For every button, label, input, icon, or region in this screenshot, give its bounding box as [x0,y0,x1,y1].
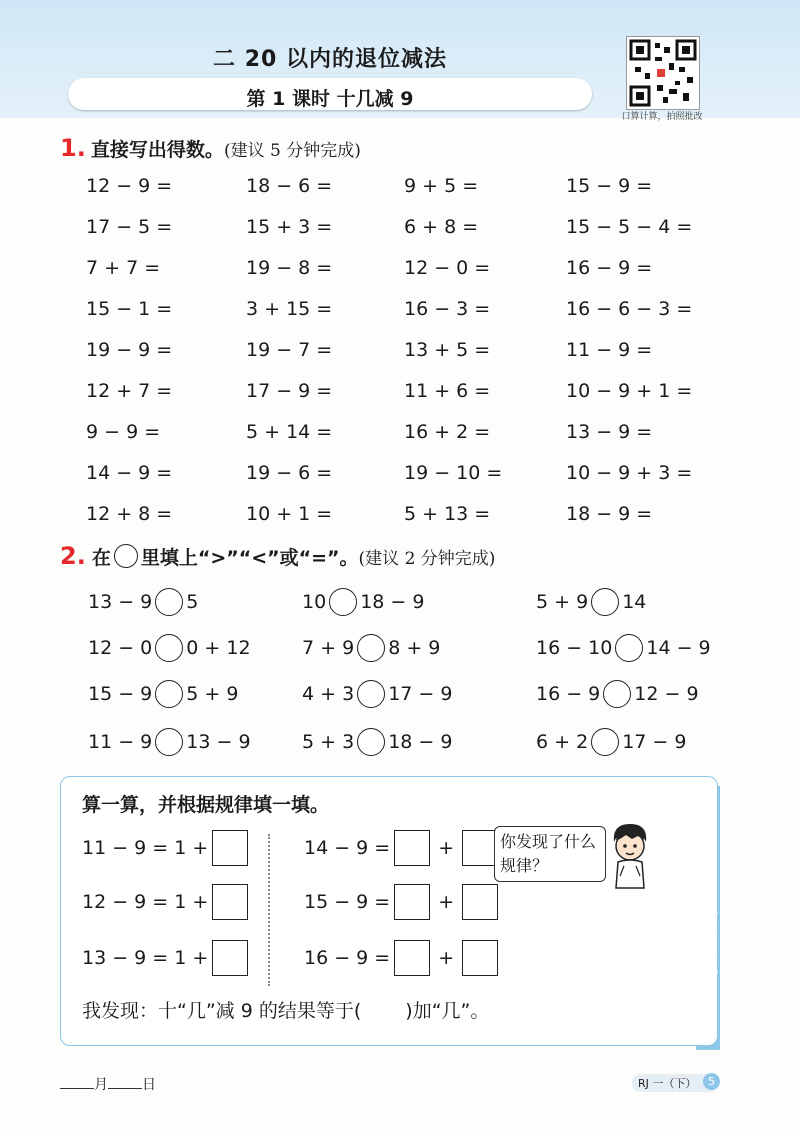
answer-box[interactable] [394,940,430,976]
equation[interactable]: 15 − 1 = [86,298,173,320]
answer-circle[interactable] [155,680,183,708]
equation[interactable]: 12 + 8 = [86,503,173,525]
dotted-divider [268,834,270,986]
equation[interactable]: 15 + 3 = [246,216,333,238]
compare-left: 4 + 3 [302,683,355,705]
answer-circle[interactable] [329,588,357,616]
compare-right: 17 − 9 [388,683,453,705]
compare-item [302,728,452,756]
answer-circle[interactable] [591,588,619,616]
equation[interactable]: 15 − 5 − 4 = [566,216,693,238]
date-line [60,1074,156,1094]
equation[interactable]: 13 + 5 = [404,339,491,361]
equation[interactable]: 19 − 10 = [404,462,503,484]
equation[interactable]: 12 − 9 = [86,175,173,197]
pattern-equation: 13 − 9 = 1 + [82,947,209,969]
equation[interactable]: 5 + 14 = [246,421,333,443]
compare-left: 10 [302,591,327,613]
equation[interactable]: 11 + 6 = [404,380,491,402]
section1-title: 直接写出得数。 [90,139,224,161]
answer-box[interactable] [462,830,498,866]
pattern-equation: 12 − 9 = 1 + [82,891,209,913]
compare-item [302,588,424,616]
compare-right: 5 + 9 [186,683,239,705]
equation[interactable]: 15 − 9 = [566,175,653,197]
conclusion-before: 我发现：十“几”减 9 的结果等于( [82,1000,362,1022]
answer-box[interactable] [462,884,498,920]
equation[interactable]: 19 − 8 = [246,257,333,279]
compare-left: 16 − 9 [536,683,601,705]
equation[interactable]: 19 − 7 = [246,339,333,361]
pattern-row-left [82,884,248,920]
compare-right: 8 + 9 [388,637,441,659]
pattern-equation: 14 − 9 = [304,837,391,859]
compare-item [536,728,686,756]
compare-left: 6 + 2 [536,731,589,753]
compare-right: 14 [622,591,647,613]
answer-box[interactable] [212,830,248,866]
equation[interactable]: 11 − 9 = [566,339,653,361]
section2-heading [60,542,495,570]
compare-left: 12 − 0 [88,637,153,659]
equation[interactable]: 13 − 9 = [566,421,653,443]
pattern-row-left [82,830,248,866]
chapter-title: 二 20 以内的退位减法 [213,47,447,72]
compare-left: 5 + 9 [536,591,589,613]
pattern-equation: 15 − 9 = [304,891,391,913]
equation[interactable]: 9 − 9 = [86,421,161,443]
equation[interactable]: 10 + 1 = [246,503,333,525]
qr-caption: 口算计算，拍照批改 [621,112,703,122]
answer-box[interactable] [212,940,248,976]
compare-right: 17 − 9 [622,731,687,753]
compare-left: 11 − 9 [88,731,153,753]
qr-code-icon[interactable] [626,36,700,110]
equation[interactable]: 16 − 6 − 3 = [566,298,693,320]
month-label: 月 [94,1077,108,1093]
side-tab-label: ·提升练· [698,863,718,1007]
pattern-row-right [304,830,498,866]
answer-box[interactable] [394,884,430,920]
equation[interactable]: 12 + 7 = [86,380,173,402]
plus-sign: + [438,891,455,913]
compare-item [536,634,711,662]
answer-circle[interactable] [155,588,183,616]
answer-circle[interactable] [155,634,183,662]
equation[interactable]: 18 − 6 = [246,175,333,197]
pattern-equation: 11 − 9 = 1 + [82,837,209,859]
compare-left: 7 + 9 [302,637,355,659]
speech-bubble-text: 你发现了什么规律？ [500,832,597,875]
equation[interactable]: 10 − 9 + 3 = [566,462,693,484]
equation[interactable]: 16 − 3 = [404,298,491,320]
compare-left: 15 − 9 [88,683,153,705]
circle-icon [114,544,138,568]
compare-left: 16 − 10 [536,637,613,659]
extra-title: 算一算，并根据规律填一填。 [82,794,330,816]
compare-item [302,680,452,708]
month-blank[interactable] [60,1088,94,1089]
equation[interactable]: 5 + 13 = [404,503,491,525]
conclusion [82,996,489,1023]
compare-item [88,728,251,756]
plus-sign: + [438,837,455,859]
answer-circle[interactable] [603,680,631,708]
compare-item [302,634,440,662]
edition-badge: RJ 一（下） [632,1074,718,1092]
plus-sign: + [438,947,455,969]
answer-circle[interactable] [357,680,385,708]
compare-right: 12 − 9 [634,683,699,705]
equation[interactable]: 16 − 9 = [566,257,653,279]
equation[interactable]: 14 − 9 = [86,462,173,484]
section1-heading [60,134,361,162]
pattern-row-right [304,940,498,976]
answer-box[interactable] [212,884,248,920]
compare-item [536,680,699,708]
compare-item [88,680,238,708]
compare-right: 18 − 9 [360,591,425,613]
compare-item [88,588,198,616]
section2-title-before: 在 [91,546,111,569]
compare-item [88,634,251,662]
compare-left: 5 + 3 [302,731,355,753]
boy-icon [606,820,654,894]
day-blank[interactable] [108,1088,142,1089]
equation[interactable]: 19 − 9 = [86,339,173,361]
section1-note: (建议 5 分钟完成) [223,141,361,161]
pattern-row-right [304,884,498,920]
conclusion-after: )加“几”。 [405,1000,490,1022]
section1-number: 1. [60,134,86,162]
page-number: 5 [703,1073,720,1090]
section2-title-after: 里填上“>”“<”或“=”。 [140,546,359,569]
pattern-row-left [82,940,248,976]
answer-box[interactable] [462,940,498,976]
equation[interactable]: 17 − 5 = [86,216,173,238]
pattern-equation: 16 − 9 = [304,947,391,969]
answer-box[interactable] [394,830,430,866]
equation[interactable]: 9 + 5 = [404,175,479,197]
compare-right: 13 − 9 [186,731,251,753]
day-label: 日 [142,1077,156,1093]
compare-item [536,588,646,616]
equation[interactable]: 12 − 0 = [404,257,491,279]
equation[interactable]: 6 + 8 = [404,216,479,238]
equation[interactable]: 17 − 9 = [246,380,333,402]
section2-note: (建议 2 分钟完成) [358,548,496,569]
section2-number: 2. [60,542,86,570]
equation[interactable]: 19 − 6 = [246,462,333,484]
equation[interactable]: 7 + 7 = [86,257,161,279]
answer-circle[interactable] [357,634,385,662]
answer-circle[interactable] [591,728,619,756]
equation[interactable]: 3 + 15 = [246,298,333,320]
compare-right: 18 − 9 [388,731,453,753]
equation[interactable]: 10 − 9 + 1 = [566,380,693,402]
compare-right: 0 + 12 [186,637,251,659]
answer-circle[interactable] [155,728,183,756]
compare-right: 5 [186,591,199,613]
answer-circle[interactable] [615,634,643,662]
compare-right: 14 − 9 [646,637,711,659]
compare-left: 13 − 9 [88,591,153,613]
answer-circle[interactable] [357,728,385,756]
lesson-title: 第 1 课时 十几减 9 [246,88,414,110]
equation[interactable]: 18 − 9 = [566,503,653,525]
equation[interactable]: 16 + 2 = [404,421,491,443]
